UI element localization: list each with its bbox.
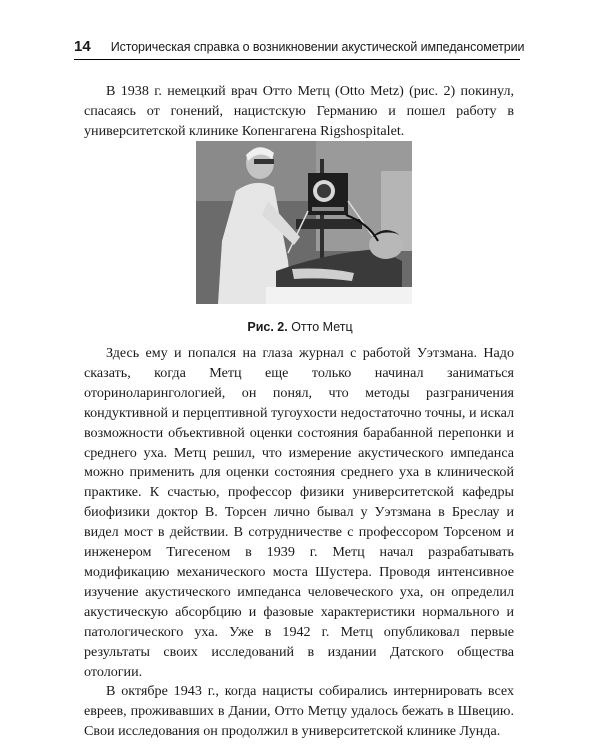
figure-caption-text: Отто Метц [291, 320, 353, 334]
intro-paragraph: В 1938 г. немецкий врач Отто Метц (Otto Metz) (рис. 2) покинул, спасаясь от гонений, нацистскую Германию и пошел работу в университетской клинике Копенгагена Rigshospitalet. [84, 83, 514, 139]
running-header [74, 38, 525, 55]
photo-illustration [196, 141, 412, 304]
body-paragraph-1: Здесь ему и попался на глаза журнал с работой Уэтзмана. Надо сказать, когда Метц еще только начинал заниматься оториноларингологией, он понял, что методы разграничения кондуктивной и перцептивной тугоухости недостаточно точны, и искал возможности объективной оценки состояния барабанной перепонки и среднего уха. Метц решил, что измерение акустического импеданса можно применить для оценки состояния среднего уха в клинической практике. К счастью, профессор физики университетской кафедры биофизики доктор В. Торсен лично бывал у Уэтзмана в Бреслау и видел мост в действии. В сотрудничестве с профессором Торсеном и инженером Тигесеном в 1939 г. Метц начал разрабатывать модификацию механического моста Шустера. Проводя интенсивное изучение акустического импеданса человеческого уха, он определил акустическую абсорбцию и фазовые характеристики нормального и патологического уха. Уже в 1942 г. Метц опубликовал первые результаты своих исследований в издании Датского общества отологии. [84, 345, 514, 680]
figure-caption-label: Рис. 2. [247, 320, 288, 334]
header-rule [74, 59, 520, 60]
page-number: 14 [74, 38, 91, 55]
running-title: Историческая справка о возникновении акустической импедансометрии [110, 40, 525, 54]
figure-photo [196, 141, 412, 304]
body-paragraph-2: В октябре 1943 г., когда нацисты собирались интернировать всех евреев, проживавших в Дании, Отто Метцу удалось бежать в Швецию. Свои исследования он продолжил в университетской клинике Лунда. [84, 683, 514, 740]
intro-text-block [84, 82, 514, 142]
main-text-block [84, 344, 514, 742]
figure-caption [0, 320, 600, 334]
